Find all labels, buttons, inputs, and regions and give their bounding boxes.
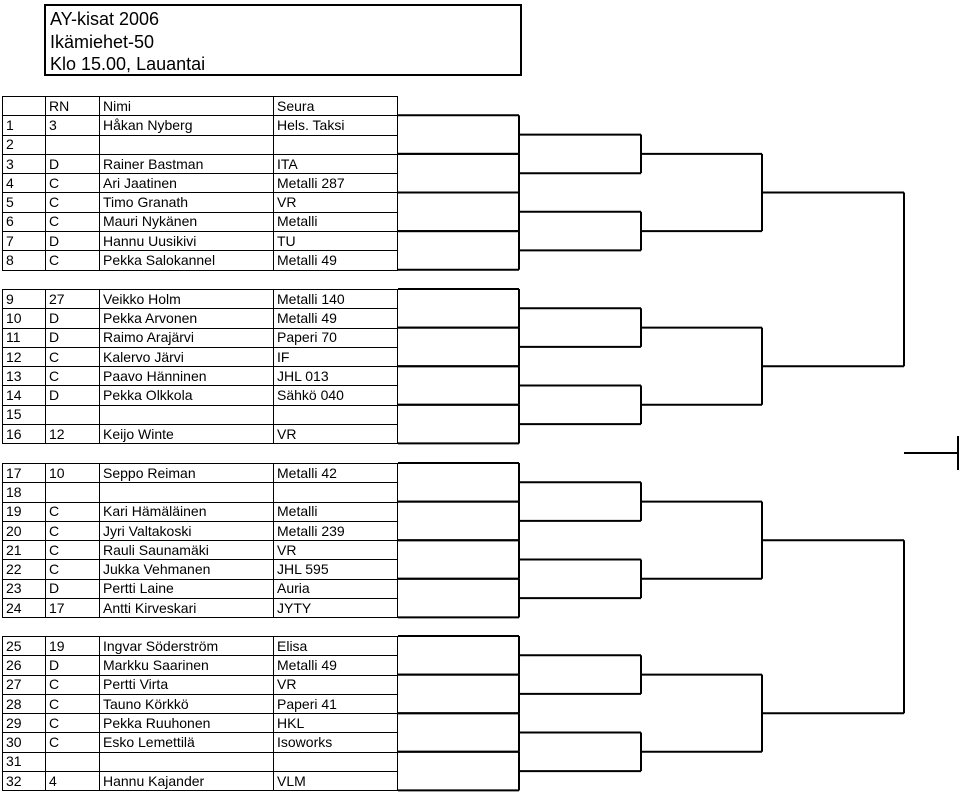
slot-number: 8 xyxy=(3,251,46,270)
club-name: Metalli 49 xyxy=(274,656,398,675)
rank-cell: C xyxy=(46,714,100,733)
club-name: Isoworks xyxy=(274,733,398,752)
rank-cell xyxy=(46,752,100,771)
player-name: Seppo Reiman xyxy=(100,464,274,483)
player-name: Markku Saarinen xyxy=(100,656,274,675)
slot-number: 19 xyxy=(3,502,46,521)
table-row xyxy=(3,154,398,173)
category-label: Ikämiehet-50 xyxy=(50,31,155,52)
rank-cell: C xyxy=(46,541,100,560)
table-row xyxy=(3,599,398,618)
table-row xyxy=(3,193,398,212)
club-name: Metalli 140 xyxy=(274,290,398,309)
rank-cell: C xyxy=(46,212,100,231)
rank-cell: C xyxy=(46,521,100,540)
player-name: Tauno Körkkö xyxy=(100,694,274,713)
slot-number: 7 xyxy=(3,232,46,251)
player-name: Ingvar Söderström xyxy=(100,637,274,656)
club-name: HKL xyxy=(274,714,398,733)
rank-cell: 19 xyxy=(46,637,100,656)
table-row xyxy=(3,694,398,713)
player-name xyxy=(100,405,274,424)
rank-cell: C xyxy=(46,502,100,521)
player-name: Paavo Hänninen xyxy=(100,367,274,386)
draw-table-1 xyxy=(2,96,398,271)
player-name: Pertti Laine xyxy=(100,579,274,598)
club-name: VR xyxy=(274,425,398,444)
table-row xyxy=(3,733,398,752)
player-name: Keijo Winte xyxy=(100,425,274,444)
rank-cell: D xyxy=(46,232,100,251)
slot-number: 5 xyxy=(3,193,46,212)
draw-table-4 xyxy=(2,636,398,791)
club-name: VLM xyxy=(274,772,398,791)
header-nimi: Nimi xyxy=(100,97,274,116)
table-row xyxy=(3,328,398,347)
club-name: Metalli xyxy=(274,502,398,521)
draw-table-2 xyxy=(2,289,398,444)
player-name: Mauri Nykänen xyxy=(100,212,274,231)
slot-number: 29 xyxy=(3,714,46,733)
player-name: Esko Lemettilä xyxy=(100,733,274,752)
slot-number: 3 xyxy=(3,154,46,173)
rank-cell xyxy=(46,483,100,502)
club-name: Hels. Taksi xyxy=(274,116,398,135)
player-name: Pekka Arvonen xyxy=(100,309,274,328)
rank-cell: D xyxy=(46,579,100,598)
table-row xyxy=(3,212,398,231)
rank-cell: 12 xyxy=(46,425,100,444)
table-row xyxy=(3,714,398,733)
slot-number: 11 xyxy=(3,328,46,347)
rank-cell: D xyxy=(46,328,100,347)
table-row xyxy=(3,135,398,154)
table-row xyxy=(3,772,398,791)
slot-number: 2 xyxy=(3,135,46,154)
header-row xyxy=(3,97,398,116)
table-row xyxy=(3,656,398,675)
player-name: Kari Hämäläinen xyxy=(100,502,274,521)
table-row xyxy=(3,560,398,579)
table-row xyxy=(3,579,398,598)
rank-cell: C xyxy=(46,251,100,270)
player-name: Veikko Holm xyxy=(100,290,274,309)
slot-number: 6 xyxy=(3,212,46,231)
club-name: Metalli 287 xyxy=(274,174,398,193)
slot-number: 17 xyxy=(3,464,46,483)
rank-cell xyxy=(46,135,100,154)
slot-number: 18 xyxy=(3,483,46,502)
table-row xyxy=(3,637,398,656)
club-name: JYTY xyxy=(274,599,398,618)
table-row xyxy=(3,309,398,328)
rank-cell: C xyxy=(46,733,100,752)
rank-cell: 4 xyxy=(46,772,100,791)
table-row xyxy=(3,386,398,405)
club-name: Metalli 49 xyxy=(274,309,398,328)
table-row xyxy=(3,464,398,483)
club-name: VR xyxy=(274,541,398,560)
club-name: Metalli 42 xyxy=(274,464,398,483)
table-row xyxy=(3,483,398,502)
club-name: Sähkö 040 xyxy=(274,386,398,405)
draw-table-3 xyxy=(2,463,398,618)
slot-number: 23 xyxy=(3,579,46,598)
slot-number: 13 xyxy=(3,367,46,386)
slot-number: 24 xyxy=(3,599,46,618)
page-title: AY-kisat 2006 xyxy=(50,9,160,29)
slot-number: 14 xyxy=(3,386,46,405)
player-name xyxy=(100,483,274,502)
slot-number: 31 xyxy=(3,752,46,771)
header-rn: RN xyxy=(46,97,100,116)
club-name: JHL 013 xyxy=(274,367,398,386)
table-row xyxy=(3,425,398,444)
player-name xyxy=(100,752,274,771)
rank-cell: 3 xyxy=(46,116,100,135)
club-name xyxy=(274,135,398,154)
player-name: Pekka Olkkola xyxy=(100,386,274,405)
slot-number: 25 xyxy=(3,637,46,656)
club-name: IF xyxy=(274,347,398,366)
club-name: Elisa xyxy=(274,637,398,656)
player-name: Jyri Valtakoski xyxy=(100,521,274,540)
slot-number: 32 xyxy=(3,772,46,791)
rank-cell: 27 xyxy=(46,290,100,309)
player-name: Rauli Saunamäki xyxy=(100,541,274,560)
rank-cell xyxy=(46,405,100,424)
player-name: Timo Granath xyxy=(100,193,274,212)
club-name: ITA xyxy=(274,154,398,173)
player-name: Raimo Arajärvi xyxy=(100,328,274,347)
club-name: Metalli xyxy=(274,212,398,231)
player-name xyxy=(100,135,274,154)
slot-number: 27 xyxy=(3,675,46,694)
club-name: Metalli 239 xyxy=(274,521,398,540)
player-name: Hannu Uusikivi xyxy=(100,232,274,251)
player-name: Pekka Salokannel xyxy=(100,251,274,270)
rank-cell: C xyxy=(46,367,100,386)
table-row xyxy=(3,675,398,694)
club-name: Paperi 41 xyxy=(274,694,398,713)
header-num-cell xyxy=(3,97,46,116)
slot-number: 26 xyxy=(3,656,46,675)
slot-number: 20 xyxy=(3,521,46,540)
club-name xyxy=(274,483,398,502)
table-row xyxy=(3,752,398,771)
time-label: Klo 15.00, Lauantai xyxy=(50,54,206,74)
club-name: Metalli 49 xyxy=(274,251,398,270)
slot-number: 10 xyxy=(3,309,46,328)
table-row xyxy=(3,521,398,540)
player-name: Håkan Nyberg xyxy=(100,116,274,135)
slot-number: 15 xyxy=(3,405,46,424)
slot-number: 28 xyxy=(3,694,46,713)
player-name: Antti Kirveskari xyxy=(100,599,274,618)
player-name: Hannu Kajander xyxy=(100,772,274,791)
rank-cell: C xyxy=(46,174,100,193)
rank-cell: C xyxy=(46,675,100,694)
club-name: Paperi 70 xyxy=(274,328,398,347)
club-name: TU xyxy=(274,232,398,251)
header-seura: Seura xyxy=(274,97,398,116)
slot-number: 22 xyxy=(3,560,46,579)
club-name: VR xyxy=(274,675,398,694)
club-name: Auria xyxy=(274,579,398,598)
table-row xyxy=(3,347,398,366)
player-name: Jukka Vehmanen xyxy=(100,560,274,579)
rank-cell: C xyxy=(46,193,100,212)
slot-number: 12 xyxy=(3,347,46,366)
player-name: Ari Jaatinen xyxy=(100,174,274,193)
slot-number: 4 xyxy=(3,174,46,193)
rank-cell: 10 xyxy=(46,464,100,483)
rank-cell: D xyxy=(46,309,100,328)
table-row xyxy=(3,232,398,251)
table-row xyxy=(3,541,398,560)
table-row xyxy=(3,502,398,521)
club-name: VR xyxy=(274,193,398,212)
slot-number: 21 xyxy=(3,541,46,560)
rank-cell: D xyxy=(46,656,100,675)
rank-cell: C xyxy=(46,694,100,713)
slot-number: 30 xyxy=(3,733,46,752)
slot-number: 1 xyxy=(3,116,46,135)
table-row xyxy=(3,251,398,270)
rank-cell: 17 xyxy=(46,599,100,618)
club-name: JHL 595 xyxy=(274,560,398,579)
table-row xyxy=(3,367,398,386)
club-name xyxy=(274,752,398,771)
player-name: Pertti Virta xyxy=(100,675,274,694)
table-row xyxy=(3,116,398,135)
player-name: Pekka Ruuhonen xyxy=(100,714,274,733)
player-name: Rainer Bastman xyxy=(100,154,274,173)
slot-number: 16 xyxy=(3,425,46,444)
rank-cell: D xyxy=(46,154,100,173)
table-row xyxy=(3,405,398,424)
rank-cell: C xyxy=(46,560,100,579)
table-row xyxy=(3,174,398,193)
club-name xyxy=(274,405,398,424)
rank-cell: C xyxy=(46,347,100,366)
table-row xyxy=(3,290,398,309)
slot-number: 9 xyxy=(3,290,46,309)
player-name: Kalervo Järvi xyxy=(100,347,274,366)
rank-cell: D xyxy=(46,386,100,405)
